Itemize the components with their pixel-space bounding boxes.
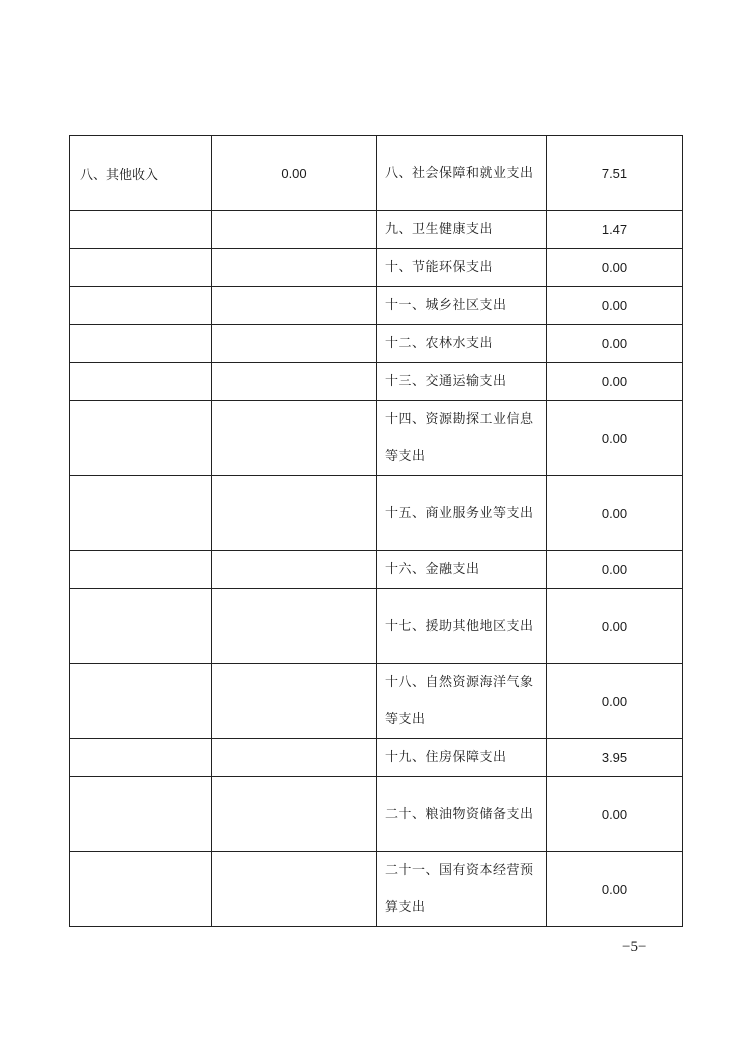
table-row bbox=[70, 287, 683, 325]
expense-item-label: 八、社会保障和就业支出 bbox=[385, 165, 534, 181]
income-amount-cell bbox=[212, 739, 377, 777]
expense-item-label: 十六、金融支出 bbox=[385, 562, 480, 577]
income-amount-cell bbox=[212, 852, 377, 927]
income-amount-cell bbox=[212, 401, 377, 476]
expense-amount-cell: 0.00 bbox=[547, 551, 683, 589]
income-item-cell bbox=[70, 551, 212, 589]
expense-item-label: 十七、援助其他地区支出 bbox=[385, 618, 534, 634]
income-item-cell bbox=[70, 325, 212, 363]
income-amount-cell bbox=[212, 777, 377, 852]
income-item-cell bbox=[70, 249, 212, 287]
table-row bbox=[70, 325, 683, 363]
income-amount-cell: 0.00 bbox=[212, 136, 377, 211]
expense-item-label: 十九、住房保障支出 bbox=[385, 750, 507, 765]
expense-item-label: 十四、资源勘探工业信息等支出 bbox=[385, 412, 534, 464]
income-amount-cell bbox=[212, 589, 377, 664]
expense-amount-cell: 0.00 bbox=[547, 852, 683, 927]
expense-amount-cell: 0.00 bbox=[547, 249, 683, 287]
expense-amount-cell: 1.47 bbox=[547, 211, 683, 249]
expense-amount-cell: 0.00 bbox=[547, 363, 683, 401]
table-row bbox=[70, 852, 683, 927]
table-row bbox=[70, 739, 683, 777]
expense-item-cell bbox=[377, 739, 547, 777]
table-row bbox=[70, 136, 683, 211]
income-item-cell bbox=[70, 401, 212, 476]
income-item-cell bbox=[70, 211, 212, 249]
table-row bbox=[70, 476, 683, 551]
expense-item-label: 十一、城乡社区支出 bbox=[385, 298, 507, 313]
expense-item-cell bbox=[377, 249, 547, 287]
expense-item-label: 十五、商业服务业等支出 bbox=[385, 505, 534, 521]
table-row bbox=[70, 211, 683, 249]
expense-item-cell bbox=[377, 664, 547, 739]
table-row bbox=[70, 664, 683, 739]
income-item-cell bbox=[70, 589, 212, 664]
table-row bbox=[70, 363, 683, 401]
income-amount-cell bbox=[212, 664, 377, 739]
expense-amount-cell: 0.00 bbox=[547, 476, 683, 551]
income-item-cell bbox=[70, 287, 212, 325]
budget-table-body bbox=[70, 136, 683, 927]
income-item-cell bbox=[70, 852, 212, 927]
expense-amount-cell: 0.00 bbox=[547, 664, 683, 739]
table-row bbox=[70, 249, 683, 287]
expense-item-label: 十、节能环保支出 bbox=[385, 260, 494, 275]
income-item-cell: 八、其他收入 bbox=[70, 136, 212, 211]
income-amount-cell bbox=[212, 551, 377, 589]
expense-amount-cell: 7.51 bbox=[547, 136, 683, 211]
income-item-cell bbox=[70, 363, 212, 401]
expense-item-cell bbox=[377, 325, 547, 363]
income-amount-cell bbox=[212, 363, 377, 401]
expense-amount-cell: 3.95 bbox=[547, 739, 683, 777]
income-item-cell bbox=[70, 664, 212, 739]
income-amount-cell bbox=[212, 211, 377, 249]
expense-amount-cell: 0.00 bbox=[547, 777, 683, 852]
expense-item-label: 九、卫生健康支出 bbox=[385, 222, 494, 237]
expense-item-cell bbox=[377, 136, 547, 211]
expense-item-label: 二十一、国有资本经营预算支出 bbox=[385, 863, 534, 915]
expense-amount-cell: 0.00 bbox=[547, 325, 683, 363]
expense-amount-cell: 0.00 bbox=[547, 287, 683, 325]
table-row bbox=[70, 589, 683, 664]
table-row bbox=[70, 551, 683, 589]
income-amount-cell bbox=[212, 476, 377, 551]
expense-item-cell bbox=[377, 287, 547, 325]
income-amount-cell bbox=[212, 249, 377, 287]
income-item-cell bbox=[70, 777, 212, 852]
budget-table bbox=[69, 135, 683, 927]
page-number: −5− bbox=[622, 939, 647, 955]
expense-item-cell bbox=[377, 589, 547, 664]
expense-amount-cell: 0.00 bbox=[547, 589, 683, 664]
table-row bbox=[70, 401, 683, 476]
expense-item-label: 十二、农林水支出 bbox=[385, 336, 494, 351]
income-item-cell bbox=[70, 476, 212, 551]
expense-item-cell bbox=[377, 852, 547, 927]
expense-amount-cell: 0.00 bbox=[547, 401, 683, 476]
table-row bbox=[70, 777, 683, 852]
expense-item-cell bbox=[377, 401, 547, 476]
expense-item-label: 十三、交通运输支出 bbox=[385, 374, 507, 389]
expense-item-label: 十八、自然资源海洋气象等支出 bbox=[385, 675, 534, 727]
expense-item-label: 二十、粮油物资储备支出 bbox=[385, 806, 534, 822]
income-amount-cell bbox=[212, 287, 377, 325]
expense-item-cell bbox=[377, 777, 547, 852]
income-amount-cell bbox=[212, 325, 377, 363]
expense-item-cell bbox=[377, 363, 547, 401]
expense-item-cell bbox=[377, 211, 547, 249]
expense-item-cell bbox=[377, 551, 547, 589]
expense-item-cell bbox=[377, 476, 547, 551]
income-item-cell bbox=[70, 739, 212, 777]
